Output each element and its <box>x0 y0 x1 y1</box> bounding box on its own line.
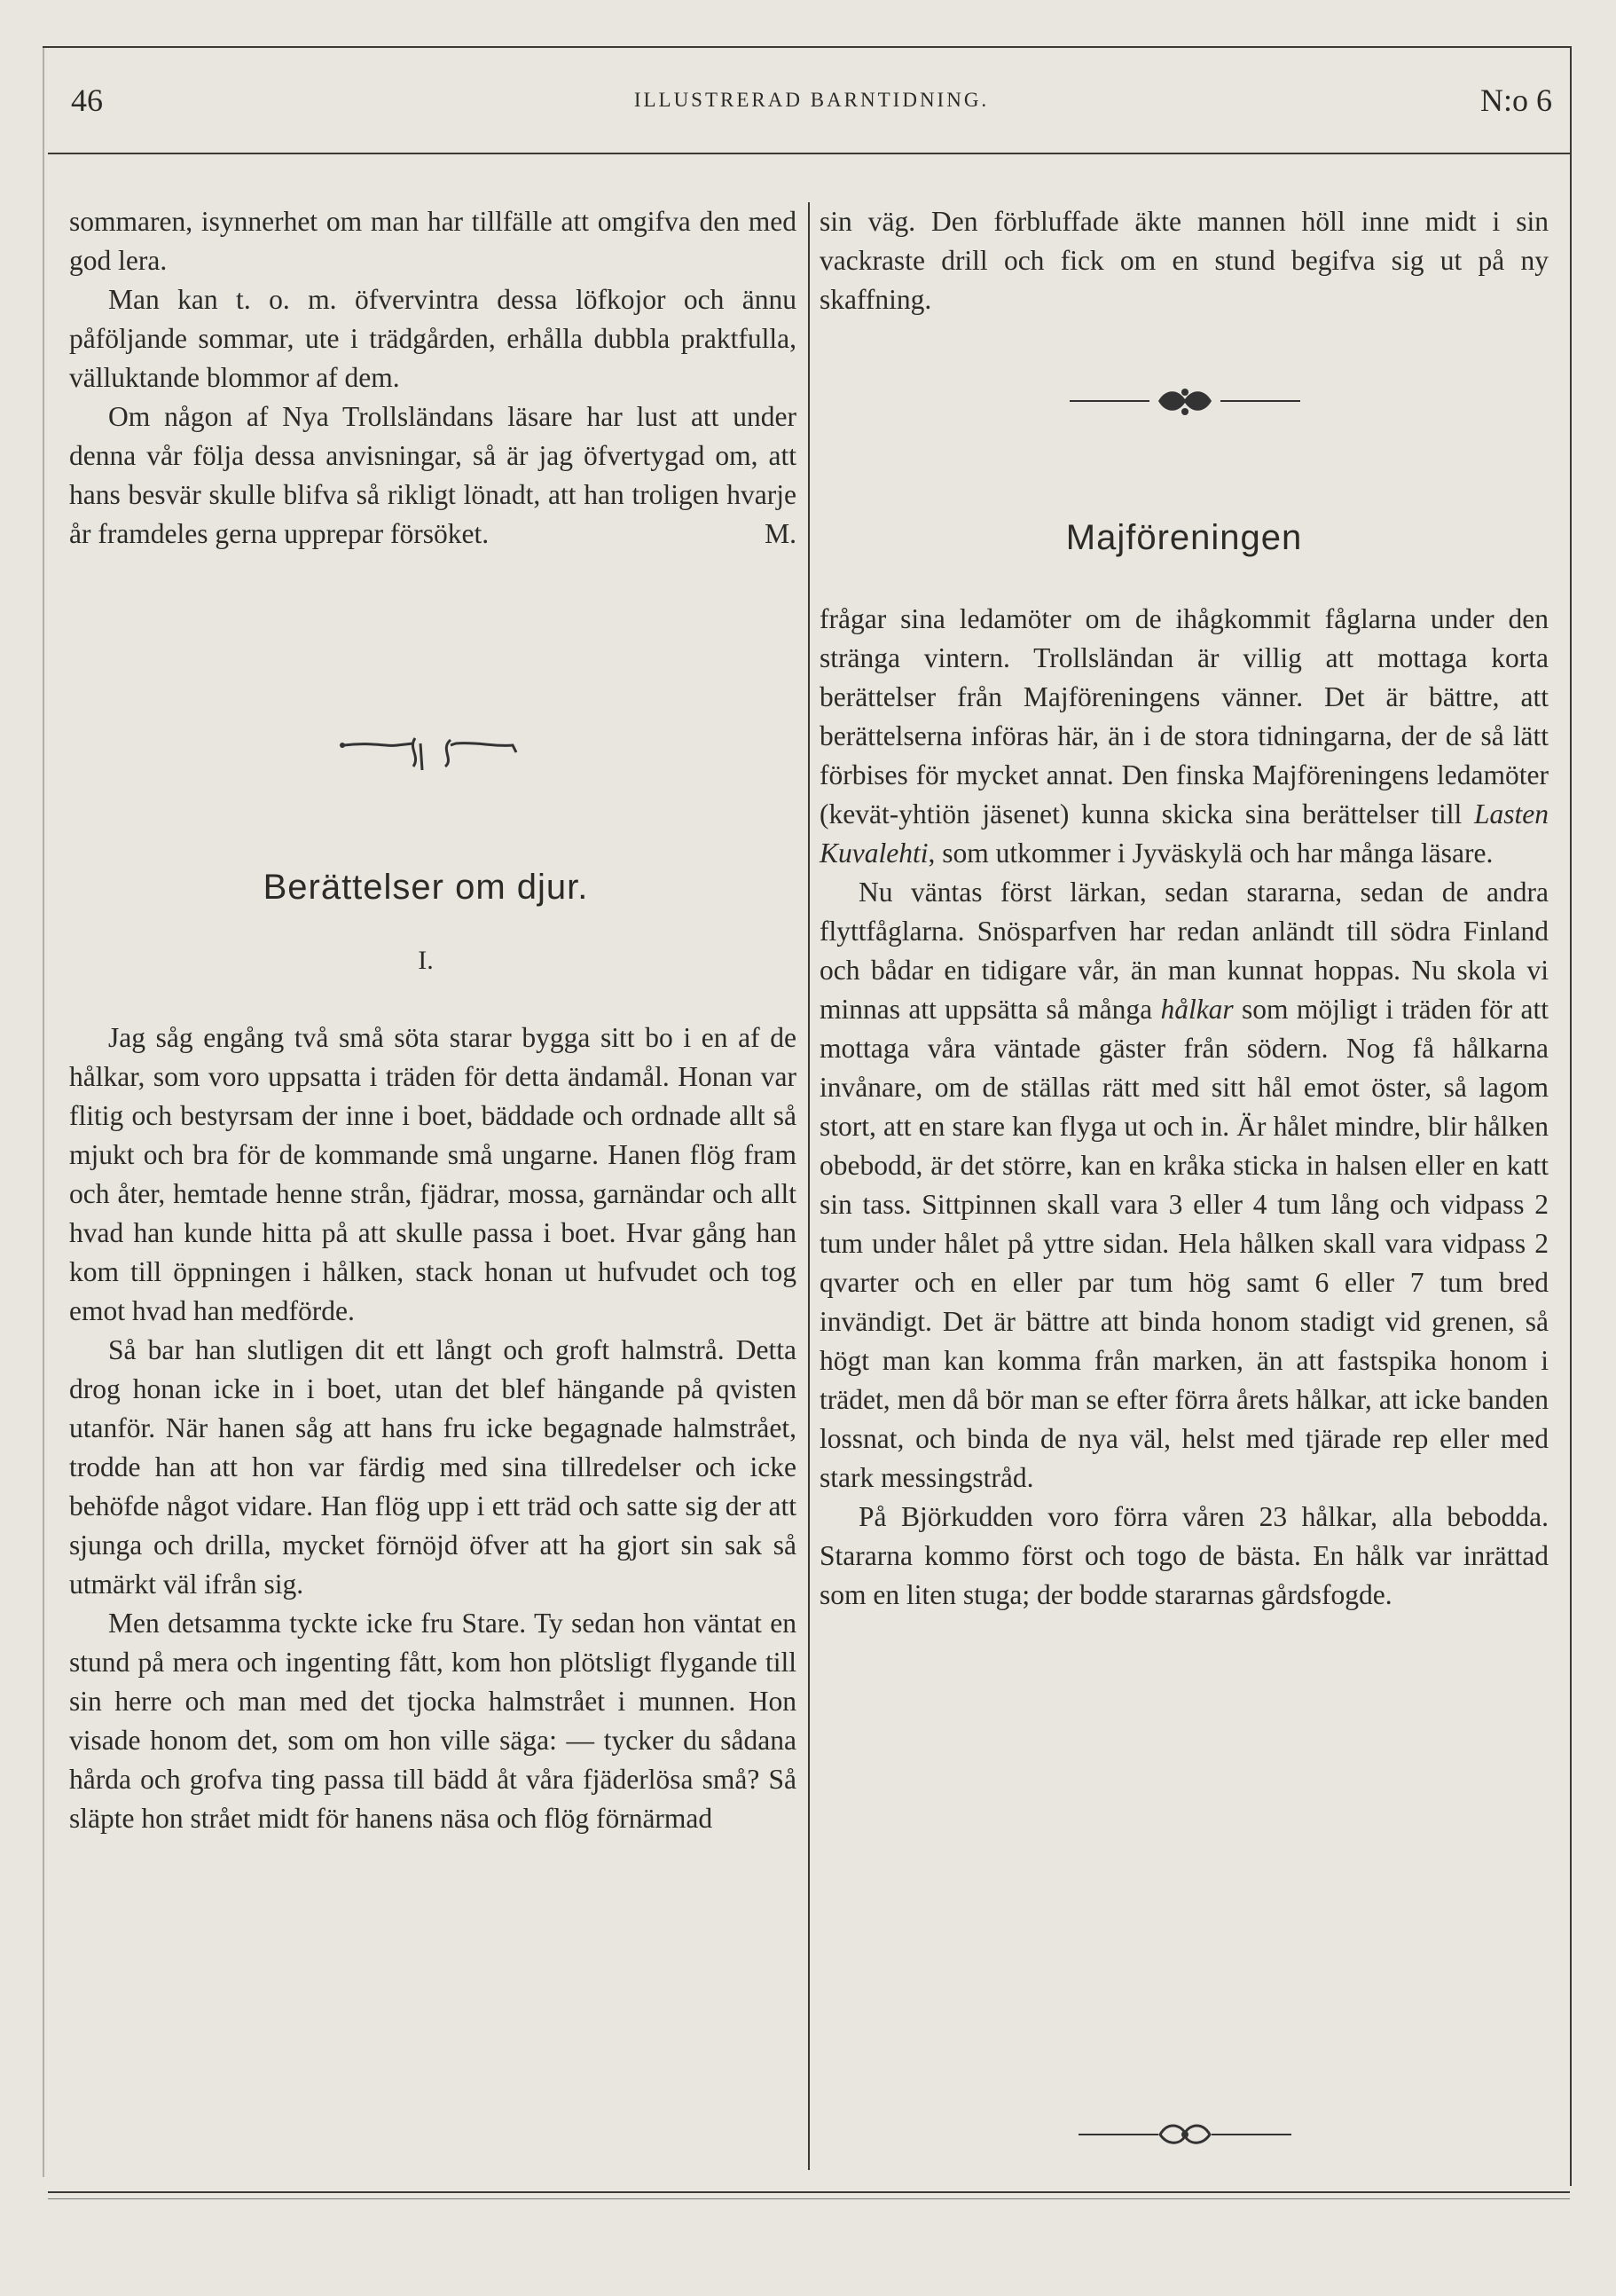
issue-number: N:o 6 <box>1480 83 1552 118</box>
bottom-rule <box>48 2191 1570 2193</box>
top-frame-rule <box>43 46 1572 48</box>
paragraph: Men detsamma tyckte icke fru Stare. Ty sedan hon väntat en stund på mera och ingenting fått, kom hon plötsligt flygande till sin herre och man med det tjocka halmstrået i munnen. Hon visade honom det, som om hon ville säga: — tycker du sådana hårda och grofva ting passa till bädd åt våra fjäderlösa små? Så släpte hon strået midt för hanens näsa och flög förnärmad <box>69 1608 796 1834</box>
paragraph-text: Nu väntas först lärkan, sedan stararna, sedan de andra flyttfåglarna. Snösparfven har redan anländt till södra Finland och bådar en tidigare vår, än man kunnat hoppas. Nu skola vi minnas att uppsätta så många <box>820 877 1549 1025</box>
paragraph <box>820 600 1549 873</box>
paragraph <box>820 873 1549 1498</box>
paragraph: Jag såg engång två små söta starar bygga sitt bo i en af de hålkar, som voro uppsatta i träden för detta ändamål. Honan var flitig och bestyrsam der inne i boet, bäddade och ordnade allt så mjukt och bra för de kommande små ungarne. Hanen flög fram och åter, hemtade henne strån, fjädrar, mossa, garnändar och allt hvad han kunde hitta på att skulle passa i boet. Hvar gång han kom till öppningen i hålken, stack honan ut hufvudet och tog emot hvad han medförde. <box>69 1022 796 1326</box>
right-frame-rule <box>1570 48 1572 2186</box>
article-section-number: I. <box>418 946 434 975</box>
article-heading: Berättelser om djur. <box>263 868 589 907</box>
decorative-ornament-icon <box>1061 380 1309 424</box>
decorative-ornament-icon <box>1061 2115 1309 2154</box>
paragraph: sommaren, isynnerhet om man har tillfälle att omgifva den med god lera. <box>69 206 796 276</box>
section-text <box>820 600 1549 1615</box>
periodical-name: Lasten Kuvalehti <box>820 798 1549 869</box>
header-rule <box>48 153 1570 154</box>
page-number: 46 <box>71 83 103 118</box>
left-frame-rule <box>43 48 44 2177</box>
paragraph-text: som möjligt i träden för att mottaga våra väntade gäster från södern. Nog få hålkarna invånare, om de ställas rätt med sitt hål emot öster, så lagom stort, att en stare kan flyga ut och in. Är hålet mindre, blir hålken obebodd, är det större, kan en kråka sticka in halsen eller en katt sin tass. Sittpinnen skall vara 3 eller 4 tum lång och vidpass 2 tum under hålet på yttre sidan. Hela hålken skall vara vidpass 2 qvarter och en eller par tum hög samt 6 eller 7 tum bred invändigt. Det är bättre att binda honom stadigt vid grenen, så högt man kan komma från marken, än att fastspika honom i trädet, men då bör man se efter förra årets hålkar, att icke banden lossnat, och binda de nya väl, helst med tjärade rep eller med stark messingstråd. <box>820 994 1549 1493</box>
paragraph <box>69 397 796 554</box>
paragraph: Man kan t. o. m. öfvervintra dessa löfkojor och ännu påföljande sommar, ute i trädgården, erhålla dubbla praktfulla, välluktande blommor af dem. <box>69 284 796 393</box>
decorative-ornament-icon <box>335 726 530 779</box>
column-divider <box>808 202 810 2170</box>
left-intro-text <box>69 202 796 554</box>
paragraph-text: , som utkommer i Jyväskylä och har många läsare. <box>928 837 1494 869</box>
author-signature: M. <box>765 518 796 549</box>
section-heading: Majföreningen <box>1065 518 1303 557</box>
bottom-rule-thin <box>48 2198 1570 2199</box>
publication-title: ILLUSTRERAD BARNTIDNING. <box>633 89 990 111</box>
paragraph: På Björkudden voro förra våren 23 hålkar, alla bebodda. Stararna kommo först och togo de bästa. En hålk var inrättad som en liten stuga; der bodde stararnas gårdsfogde. <box>820 1501 1549 1610</box>
paragraph: Så bar han slutligen dit ett långt och groft halmstrå. Detta drog honan icke in i boet, utan det blef hängande på qvisten utanför. När hanen såg att hans fru icke begagnade halmstrået, trodde han att hon var färdig med sina tillredelser och icke behöfde något vidare. Han flög upp i ett träd och satte sig der att sjunga och drilla, mycket förnöjd öfver att ha gjort sin sak så utmärkt väl ifrån sig. <box>69 1334 796 1600</box>
paragraph-text: Om någon af Nya Trollsländans läsare har lust att under denna vår följa dessa anvisningar, så är jag öfvertygad om, att hans besvär skulle blifva så rikligt lönadt, att han troligen hvarje år framdeles gerna upprepar försöket. <box>69 401 796 549</box>
right-continuation-text <box>820 202 1549 319</box>
paragraph: sin väg. Den förbluffade äkte mannen höll inne midt i sin vackraste drill och fick om en stund begifva sig ut på ny skaffning. <box>820 206 1549 315</box>
emphasized-word: hålkar <box>1160 994 1234 1025</box>
article-text <box>69 1018 796 1838</box>
page-header <box>71 82 1552 126</box>
paragraph-text: frågar sina ledamöter om de ihågkommit fåglarna under den stränga vintern. Trollsländan är villig att mottaga korta berättelser från Majföreningens vänner. Det är bättre, att berättelserna införas här, än i de stora tidningarna, der de så lätt förbises för mycket annat. Den finska Majföreningens ledamöter (kevät-yhtiön jäsenet) kunna skicka sina berättelser till <box>820 603 1549 830</box>
